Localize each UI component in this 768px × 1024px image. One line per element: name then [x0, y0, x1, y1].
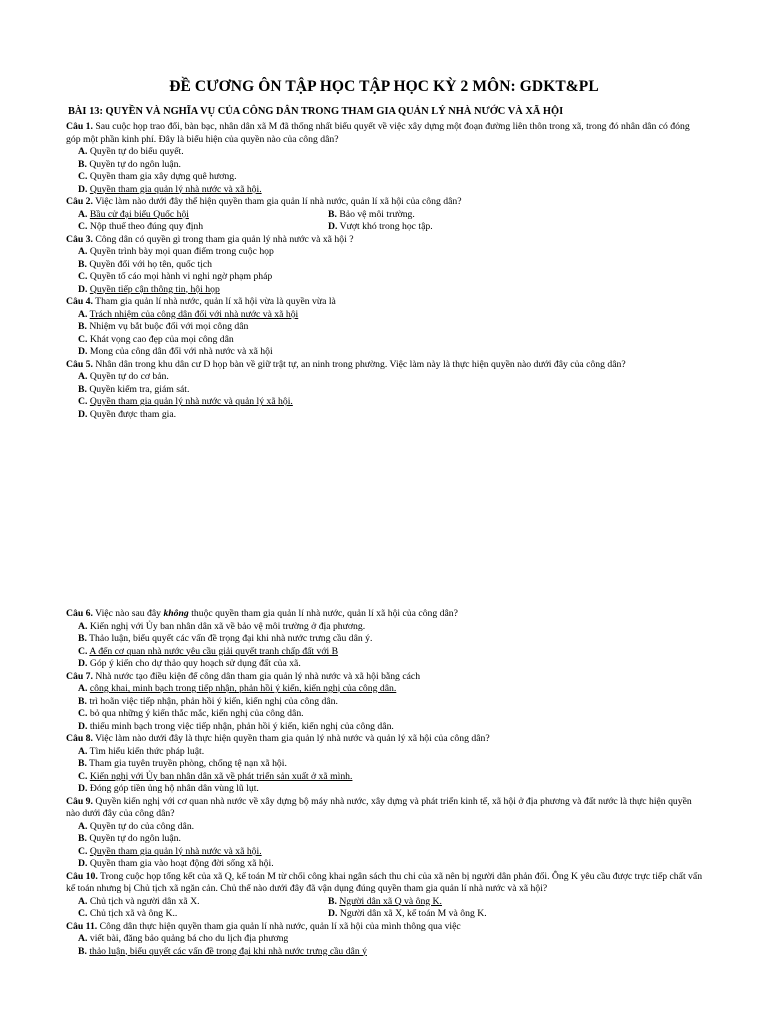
option-c: C. bỏ qua những ý kiến thắc mắc, kiến nghị của công dân. [78, 708, 304, 719]
option-a: A. Kiến nghị với Ủy ban nhân dân xã về bảo vệ môi trường ở địa phương. [78, 620, 366, 632]
option-b: B. Quyền đổi với họ tên, quốc tịch [78, 258, 213, 270]
option-b: B. Thảo luận, biểu quyết các vấn đề trọng đại khi nhà nước trưng cầu dân ý. [78, 633, 373, 644]
option-d: D. Quyền tham gia vào hoạt động đời sống xã hội. [78, 858, 274, 869]
option-d: D. thiếu minh bạch trong việc tiếp nhận, phản hồi ý kiến, kiến nghị của công dân. [78, 720, 394, 732]
question-10: Câu 10. Trong cuộc họp tổng kết của xã Q, kế toán M từ chối công khai ngân sách thu chi của xã nên bị người dân phản đối. Ông K yêu cầu được trực tiếp chất vấn kế toán nhưng bị Chủ tịch xã ngăn cản. Chủ thể nào dưới đây đã vận dụng đúng quyền tham gia quản lí nhà nước và xã hội? [66, 870, 703, 894]
option-c: C. Kiến nghị với Ủy ban nhân dân xã về phát triển sản xuất ở xã mình. [78, 770, 353, 782]
options-row [66, 896, 706, 909]
option-a: A. Quyền tự do của công dân. [78, 820, 195, 832]
option-b: B. Tham gia tuyên truyền phòng, chống tệ nạn xã hội. [78, 758, 287, 769]
option-c: C. Nộp thuế theo đúng quy định [78, 221, 204, 232]
lesson-heading: BÀI 13: QUYỀN VÀ NGHĨA VỤ CỦA CÔNG DÂN TRONG THAM GIA QUẢN LÝ NHÀ NƯỚC VÀ XÃ HỘI [68, 106, 564, 117]
option-c: C. Khát vọng cao đẹp của mọi công dân [78, 333, 234, 345]
options-row [66, 209, 706, 222]
option-c: C. Chủ tịch xã và ông K.. [78, 908, 178, 919]
options-row [66, 221, 706, 234]
option-c: C. Quyền tham gia quản lý nhà nước và quản lý xã hội. [78, 396, 293, 407]
question-5: Câu 5. Nhân dân trong khu dân cư D họp bàn về giữ trật tự, an ninh trong phường. Việc làm này là thực hiện quyền nào dưới đây của công dân? [66, 358, 626, 370]
question-8: Câu 8. Việc làm nào dưới đây là thực hiện quyền tham gia quản lý nhà nước và quản lý xã hội của công dân? [66, 733, 490, 744]
option-a: A. Chủ tịch và người dân xã X. [78, 895, 200, 907]
question-block-1 [66, 121, 706, 421]
option-a: A. Bầu cử đại biểu Quốc hội [78, 208, 189, 220]
option-c: C. Quyền tham gia xây dựng quê hương. [78, 171, 237, 182]
option-a: A. Quyền tự do biểu quyết. [78, 146, 184, 157]
option-d: D. Quyền được tham gia. [78, 408, 177, 420]
option-b: B. Nhiệm vụ bắt buộc đối với mọi công dân [78, 321, 249, 332]
question-7: Câu 7. Nhà nước tạo điều kiện để công dân tham gia quản lý nhà nước và xã hội bằng cách [66, 670, 421, 682]
option-b: B. Bảo vệ môi trường. [328, 208, 415, 220]
option-d: D. Vượt khó trong học tập. [328, 221, 433, 232]
option-a: A. Quyền trình bày mọi quan điểm trong cuộc họp [78, 246, 274, 257]
question-2: Câu 2. Việc làm nào dưới đây thể hiện quyền tham gia quản lí nhà nước, quản lí xã hội của công dân? [66, 196, 462, 207]
option-d: D. Mong của công dân đối với nhà nước và xã hội [78, 346, 273, 357]
option-d: D. Góp ý kiến cho dự thảo quy hoạch sử dụng đất của xã. [78, 658, 301, 669]
question-4: Câu 4. Tham gia quản lí nhà nước, quản lí xã hội vừa là quyền vừa là [66, 296, 336, 307]
option-c: C. Quyền tố cáo mọi hành vi nghi ngờ phạm pháp [78, 271, 273, 282]
question-block-2 [66, 608, 706, 958]
question-1 [66, 121, 706, 146]
option-a: A. Quyền tự do cơ bản. [78, 371, 169, 382]
question-6: Câu 6. Việc nào sau đây không thuộc quyền tham gia quản lí nhà nước, quản lí xã hội của công dân? [66, 608, 458, 619]
option-b: B. trì hoãn việc tiếp nhận, phản hồi ý kiến, kiến nghị của công dân. [78, 695, 338, 707]
question-9: Câu 9. Quyền kiến nghị với cơ quan nhà nước về xây dựng bộ máy nhà nước, xây dựng và phát triển kinh tế, xã hội ở địa phương và đất nước là thực hiện quyền nào dưới đây của công dân? [66, 795, 692, 819]
question-text: Sau cuộc họp trao đổi, bàn bạc, nhân dân xã M đã thống nhất biểu quyết về việc xây dựng một đoạn đường liên thôn trong xã, trong đó nhân dân có đóng góp một phần kinh phí. Đây là biểu hiện của quyền nào của công dân? [66, 121, 690, 145]
option-d: D. Quyền tiếp cận thông tin, hội họp [78, 283, 220, 295]
option-d: D. Người dân xã X, kế toán M và ông K. [328, 908, 487, 919]
question-number: Câu 1. [66, 121, 93, 132]
option-d: D. Quyền tham gia quản lý nhà nước và xã hội. [78, 183, 262, 195]
option-a: A. công khai, minh bạch trong tiếp nhận, phản hồi ý kiến, kiến nghị của công dân. [78, 683, 397, 694]
option-a: A. viết bài, đăng bảo quảng bá cho du lịch địa phương [78, 933, 289, 944]
option-b: B. Người dân xã Q và ông K. [328, 895, 442, 907]
options-row [66, 908, 706, 921]
option-c: C. Quyền tham gia quản lý nhà nước và xã hội. [78, 845, 262, 857]
option-b: B. Quyền tự do ngôn luận. [78, 158, 181, 170]
option-b: B. thảo luận, biểu quyết các vấn đề trong đại khi nhà nước trưng cầu dân ý [78, 945, 367, 957]
page-title: ĐỀ CƯƠNG ÔN TẬP HỌC TẬP HỌC KỲ 2 MÔN: GDKT&PL [169, 78, 599, 95]
option-b: B. Quyền tự do ngôn luận. [78, 833, 181, 844]
option-a: A. Trách nhiệm của công dân đối với nhà nước và xã hội [78, 308, 299, 320]
option-b: B. Quyền kiểm tra, giám sát. [78, 383, 190, 395]
option-d: D. Đóng góp tiền ủng hộ nhân dân vùng lũ lụt. [78, 783, 259, 794]
option-c: C. A đến cơ quan nhà nước yêu cầu giải quyết tranh chấp đất với B [78, 645, 339, 657]
question-3: Câu 3. Công dân có quyền gì trong tham gia quản lý nhà nước và xã hội ? [66, 233, 354, 245]
question-11: Câu 11. Công dân thực hiện quyền tham gia quản lí nhà nước, quản lí xã hội của mình thông qua việc [66, 920, 461, 932]
option-a: A. Tìm hiểu kiến thức pháp luật. [78, 745, 205, 757]
